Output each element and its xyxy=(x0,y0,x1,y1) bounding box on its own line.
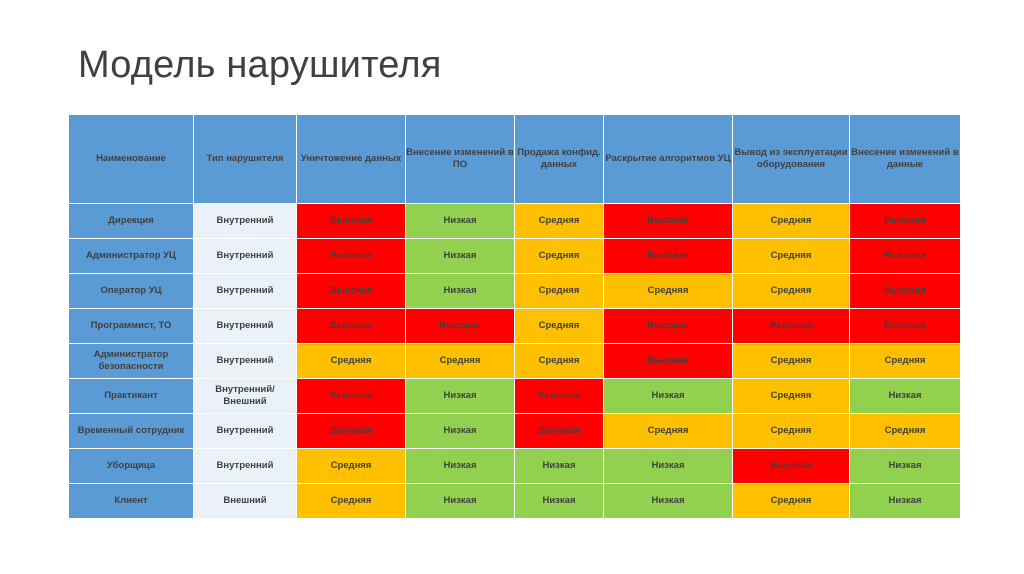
risk-cell: Высокая xyxy=(297,274,405,308)
column-header: Внесение изменений в данные xyxy=(850,115,960,203)
risk-cell: Высокая xyxy=(515,414,603,448)
risk-cell: Средняя xyxy=(297,449,405,483)
risk-cell: Низкая xyxy=(406,239,514,273)
column-header: Наименование xyxy=(69,115,193,203)
risk-cell: Средняя xyxy=(297,344,405,378)
risk-cell: Высокая xyxy=(515,379,603,413)
risk-cell: Высокая xyxy=(850,274,960,308)
row-header-name: Практикант xyxy=(69,379,193,413)
risk-cell: Средняя xyxy=(733,414,849,448)
risk-cell: Средняя xyxy=(515,344,603,378)
risk-cell: Средняя xyxy=(733,274,849,308)
cell-intruder-type: Внешний xyxy=(194,484,296,518)
risk-cell: Высокая xyxy=(604,309,732,343)
risk-cell: Низкая xyxy=(406,274,514,308)
table-row xyxy=(69,379,960,413)
risk-cell: Низкая xyxy=(515,484,603,518)
row-header-name: Дирекция xyxy=(69,204,193,238)
table-header-row xyxy=(69,115,960,203)
risk-cell: Средняя xyxy=(515,239,603,273)
cell-intruder-type: Внутренний xyxy=(194,449,296,483)
risk-cell: Низкая xyxy=(850,449,960,483)
risk-cell: Средняя xyxy=(297,484,405,518)
risk-cell: Высокая xyxy=(297,379,405,413)
cell-intruder-type: Внутренний xyxy=(194,414,296,448)
risk-cell: Высокая xyxy=(733,449,849,483)
page-title: Модель нарушителя xyxy=(78,44,442,86)
row-header-name: Программист, ТО xyxy=(69,309,193,343)
risk-cell: Средняя xyxy=(733,204,849,238)
risk-cell: Средняя xyxy=(515,204,603,238)
risk-cell: Низкая xyxy=(406,414,514,448)
cell-intruder-type: Внутренний xyxy=(194,239,296,273)
risk-cell: Средняя xyxy=(515,309,603,343)
risk-cell: Низкая xyxy=(604,379,732,413)
risk-cell: Средняя xyxy=(850,344,960,378)
risk-cell: Высокая xyxy=(297,309,405,343)
risk-cell: Высокая xyxy=(850,239,960,273)
risk-cell: Высокая xyxy=(733,309,849,343)
risk-cell: Низкая xyxy=(850,484,960,518)
cell-intruder-type: Внутренний xyxy=(194,309,296,343)
column-header: Уничтожение данных xyxy=(297,115,405,203)
column-header: Внесение изменений в ПО xyxy=(406,115,514,203)
row-header-name: Клиент xyxy=(69,484,193,518)
cell-intruder-type: Внутренний xyxy=(194,344,296,378)
table-row xyxy=(69,414,960,448)
risk-cell: Средняя xyxy=(850,414,960,448)
risk-cell: Низкая xyxy=(515,449,603,483)
risk-cell: Низкая xyxy=(406,484,514,518)
column-header: Тип нарушителя xyxy=(194,115,296,203)
cell-intruder-type: Внутренний/ Внешний xyxy=(194,379,296,413)
column-header: Продажа конфид. данных xyxy=(515,115,603,203)
table-row xyxy=(69,309,960,343)
risk-cell: Высокая xyxy=(850,309,960,343)
risk-cell: Высокая xyxy=(604,204,732,238)
row-header-name: Администратор безопасности xyxy=(69,344,193,378)
table-row xyxy=(69,239,960,273)
risk-cell: Средняя xyxy=(515,274,603,308)
risk-table-container xyxy=(68,114,959,519)
table-row xyxy=(69,344,960,378)
risk-cell: Высокая xyxy=(406,309,514,343)
risk-cell: Высокая xyxy=(604,344,732,378)
table-row xyxy=(69,484,960,518)
risk-cell: Низкая xyxy=(850,379,960,413)
risk-cell: Средняя xyxy=(733,239,849,273)
row-header-name: Временный сотрудник xyxy=(69,414,193,448)
risk-cell: Высокая xyxy=(604,239,732,273)
column-header: Раскрытие алгоритмов УЦ xyxy=(604,115,732,203)
risk-cell: Высокая xyxy=(850,204,960,238)
risk-cell: Высокая xyxy=(297,414,405,448)
table-header xyxy=(69,115,960,203)
risk-cell: Средняя xyxy=(604,414,732,448)
row-header-name: Администратор УЦ xyxy=(69,239,193,273)
row-header-name: Уборщица xyxy=(69,449,193,483)
cell-intruder-type: Внутренний xyxy=(194,204,296,238)
risk-cell: Низкая xyxy=(406,204,514,238)
risk-cell: Средняя xyxy=(604,274,732,308)
table-row xyxy=(69,449,960,483)
column-header: Вывод из эксплуатации оборудования xyxy=(733,115,849,203)
risk-cell: Высокая xyxy=(297,204,405,238)
risk-cell: Низкая xyxy=(406,379,514,413)
row-header-name: Оператор УЦ xyxy=(69,274,193,308)
table-row xyxy=(69,274,960,308)
cell-intruder-type: Внутренний xyxy=(194,274,296,308)
risk-cell: Низкая xyxy=(604,449,732,483)
risk-cell: Средняя xyxy=(733,344,849,378)
risk-cell: Высокая xyxy=(297,239,405,273)
table-body xyxy=(69,204,960,518)
table-row xyxy=(69,204,960,238)
risk-cell: Низкая xyxy=(604,484,732,518)
risk-table xyxy=(68,114,961,519)
risk-cell: Средняя xyxy=(406,344,514,378)
risk-cell: Средняя xyxy=(733,484,849,518)
risk-cell: Средняя xyxy=(733,379,849,413)
risk-cell: Низкая xyxy=(406,449,514,483)
